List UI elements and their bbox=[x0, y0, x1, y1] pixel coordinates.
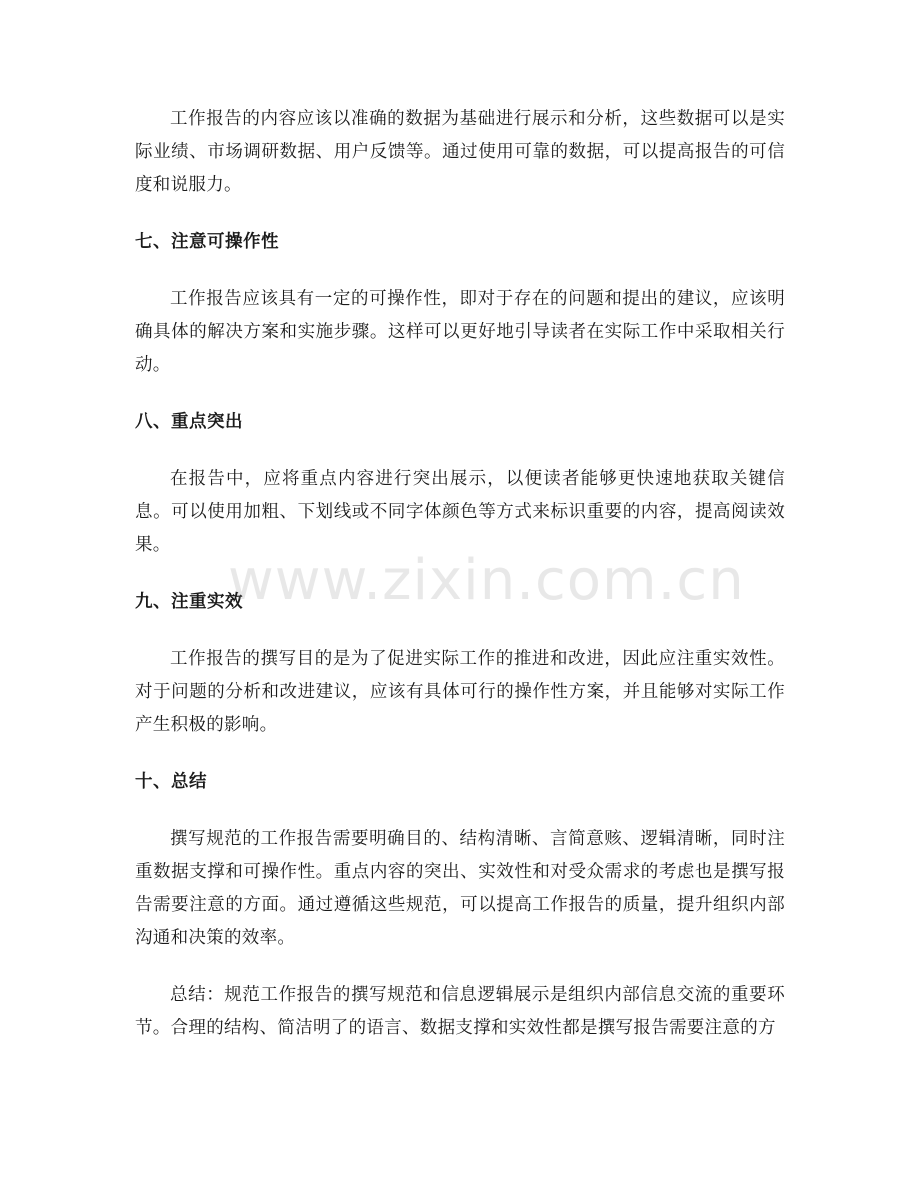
heading-section-7: 七、注意可操作性 bbox=[135, 232, 279, 252]
paragraph-data-basis: 工作报告的内容应该以准确的数据为基础进行展示和分析，这些数据可以是实际业绩、市场调研数据、用户反馈等。通过使用可靠的数据，可以提高报告的可信度和说服力。 bbox=[135, 109, 785, 195]
heading-section-9: 九、注重实效 bbox=[135, 592, 243, 612]
heading-section-8: 八、重点突出 bbox=[135, 412, 243, 432]
paragraph-summary: 撰写规范的工作报告需要明确目的、结构清晰、言简意赅、逻辑清晰，同时注重数据支撑和可操作性。重点内容的突出、实效性和对受众需求的考虑也是撰写报告需要注意的方面。通过遵循这些规范，可以提高工作报告的质量，提升组织内部沟通和决策的效率。 bbox=[135, 829, 785, 948]
document-body bbox=[135, 103, 785, 1069]
heading-section-10: 十、总结 bbox=[135, 772, 207, 792]
paragraph-operability: 工作报告应该具有一定的可操作性，即对于存在的问题和提出的建议，应该明确具体的解决方案和实施步骤。这样可以更好地引导读者在实际工作中采取相关行动。 bbox=[135, 289, 785, 375]
watermark-text: www.zixin.com.cn bbox=[228, 548, 745, 613]
paragraph-highlight: 在报告中，应将重点内容进行突出展示，以便读者能够更快速地获取关键信息。可以使用加粗、下划线或不同字体颜色等方式来标识重要的内容，提高阅读效果。 bbox=[135, 469, 785, 555]
paragraph-effectiveness: 工作报告的撰写目的是为了促进实际工作的推进和改进，因此应注重实效性。对于问题的分析和改进建议，应该有具体可行的操作性方案，并且能够对实际工作产生积极的影响。 bbox=[135, 649, 785, 735]
paragraph-conclusion: 总结：规范工作报告的撰写规范和信息逻辑展示是组织内部信息交流的重要环节。合理的结构、简洁明了的语言、数据支撑和实效性都是撰写报告需要注意的方 bbox=[135, 985, 785, 1038]
